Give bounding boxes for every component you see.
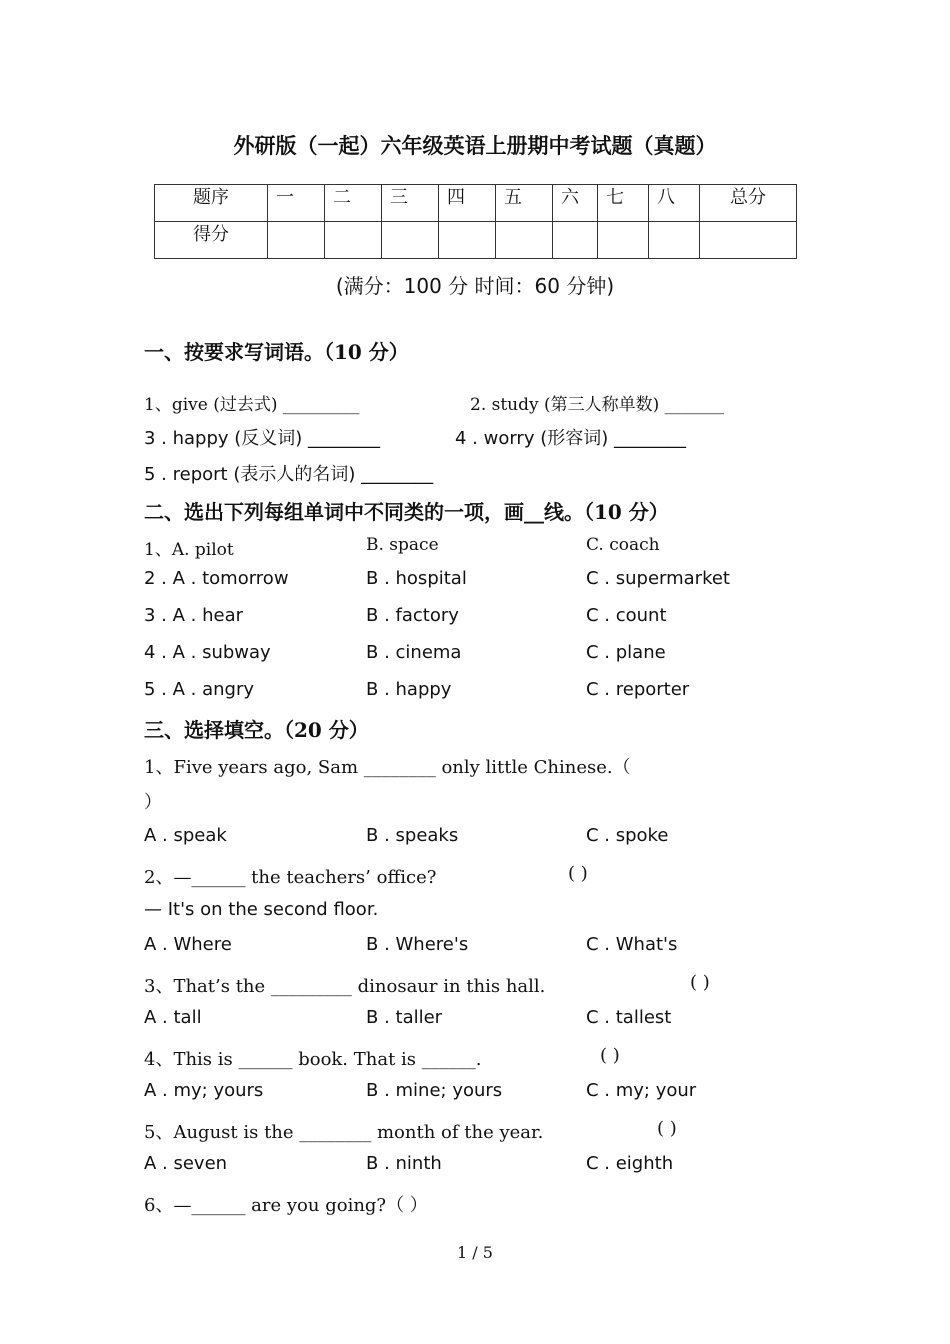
- table-cell: 总分: [700, 185, 797, 222]
- option: B . cinema: [366, 642, 462, 663]
- option: A . my; yours: [144, 1080, 264, 1101]
- option: 5 . A . angry: [144, 679, 255, 700]
- option: C . spoke: [586, 825, 669, 846]
- question: — It's on the second floor.: [144, 899, 379, 920]
- table-cell: 题序: [155, 185, 268, 222]
- exam-meta: (满分：100 分 时间：60 分钟): [335, 274, 615, 298]
- option: B . taller: [366, 1007, 443, 1028]
- option: B . ninth: [366, 1153, 442, 1174]
- score-table: [154, 184, 797, 259]
- table-cell: 七: [598, 185, 649, 222]
- score-cell[interactable]: [325, 222, 382, 259]
- option: C . my; your: [586, 1080, 697, 1101]
- option: C . plane: [586, 642, 666, 663]
- question: 1、give (过去式) _________: [144, 395, 360, 415]
- score-cell[interactable]: [268, 222, 325, 259]
- option: B . mine; yours: [366, 1080, 503, 1101]
- score-cell[interactable]: [496, 222, 553, 259]
- score-cell[interactable]: [382, 222, 439, 259]
- page-number: 1 / 5: [457, 1243, 493, 1262]
- option: C. coach: [586, 535, 660, 555]
- option: A . speak: [144, 825, 227, 846]
- option: B . Where's: [366, 934, 469, 955]
- option: C . count: [586, 605, 667, 626]
- option: 1、A. pilot: [144, 540, 234, 560]
- option: 2 . A . tomorrow: [144, 568, 289, 589]
- option: C . supermarket: [586, 568, 730, 589]
- score-cell[interactable]: [439, 222, 496, 259]
- table-row: [155, 222, 797, 259]
- option: B . happy: [366, 679, 452, 700]
- question: 4、This is ______ book. That is ______.: [144, 1049, 482, 1070]
- question: 4 . worry (形容词) ________: [455, 428, 686, 449]
- table-cell: 四: [439, 185, 496, 222]
- answer-paren: ( ): [690, 972, 710, 993]
- table-cell: 三: [382, 185, 439, 222]
- section-heading: 三、选择填空。（20 分）: [144, 718, 369, 742]
- question: 3 . happy (反义词) ________: [144, 428, 381, 449]
- option: A . Where: [144, 934, 232, 955]
- answer-paren: ( ): [657, 1118, 677, 1139]
- table-cell: 得分: [155, 222, 268, 259]
- option: C . tallest: [586, 1007, 672, 1028]
- table-cell: 八: [649, 185, 700, 222]
- option: A . seven: [144, 1153, 228, 1174]
- section-heading: 一、按要求写词语。（10 分）: [144, 340, 409, 364]
- option: C . reporter: [586, 679, 690, 700]
- question: 2、—______ the teachers’ office?: [144, 867, 437, 888]
- option: A . tall: [144, 1007, 202, 1028]
- score-cell[interactable]: [649, 222, 700, 259]
- option: 4 . A . subway: [144, 642, 271, 663]
- table-cell: 二: [325, 185, 382, 222]
- answer-paren: ( ): [600, 1045, 620, 1066]
- table-cell: 五: [496, 185, 553, 222]
- question: 1、Five years ago, Sam ________ only little Chinese.（: [144, 757, 631, 778]
- option: B . speaks: [366, 825, 459, 846]
- score-cell[interactable]: [700, 222, 797, 259]
- option: C . eighth: [586, 1153, 674, 1174]
- score-cell[interactable]: [598, 222, 649, 259]
- score-cell[interactable]: [553, 222, 598, 259]
- option: B. space: [366, 535, 439, 555]
- option: B . hospital: [366, 568, 467, 589]
- table-cell: 六: [553, 185, 598, 222]
- page-title: 外研版（一起）六年级英语上册期中考试题（真题）: [233, 133, 717, 158]
- table-cell: 一: [268, 185, 325, 222]
- answer-paren: ( ): [568, 863, 588, 884]
- question: 2. study (第三人称单数) _______: [470, 395, 725, 415]
- question: 3、That’s the _________ dinosaur in this hall.: [144, 976, 546, 997]
- table-row: [155, 185, 797, 222]
- option: B . factory: [366, 605, 459, 626]
- question: 5 . report (表示人的名词) ________: [144, 464, 434, 485]
- question: 5、August is the ________ month of the year.: [144, 1122, 544, 1143]
- question: ）: [144, 792, 162, 813]
- option: 3 . A . hear: [144, 605, 244, 626]
- section-heading: 二、选出下列每组单词中不同类的一项，画__线。（10 分）: [144, 500, 669, 524]
- option: C . What's: [586, 934, 678, 955]
- question: 6、—______ are you going?（ ）: [144, 1195, 428, 1216]
